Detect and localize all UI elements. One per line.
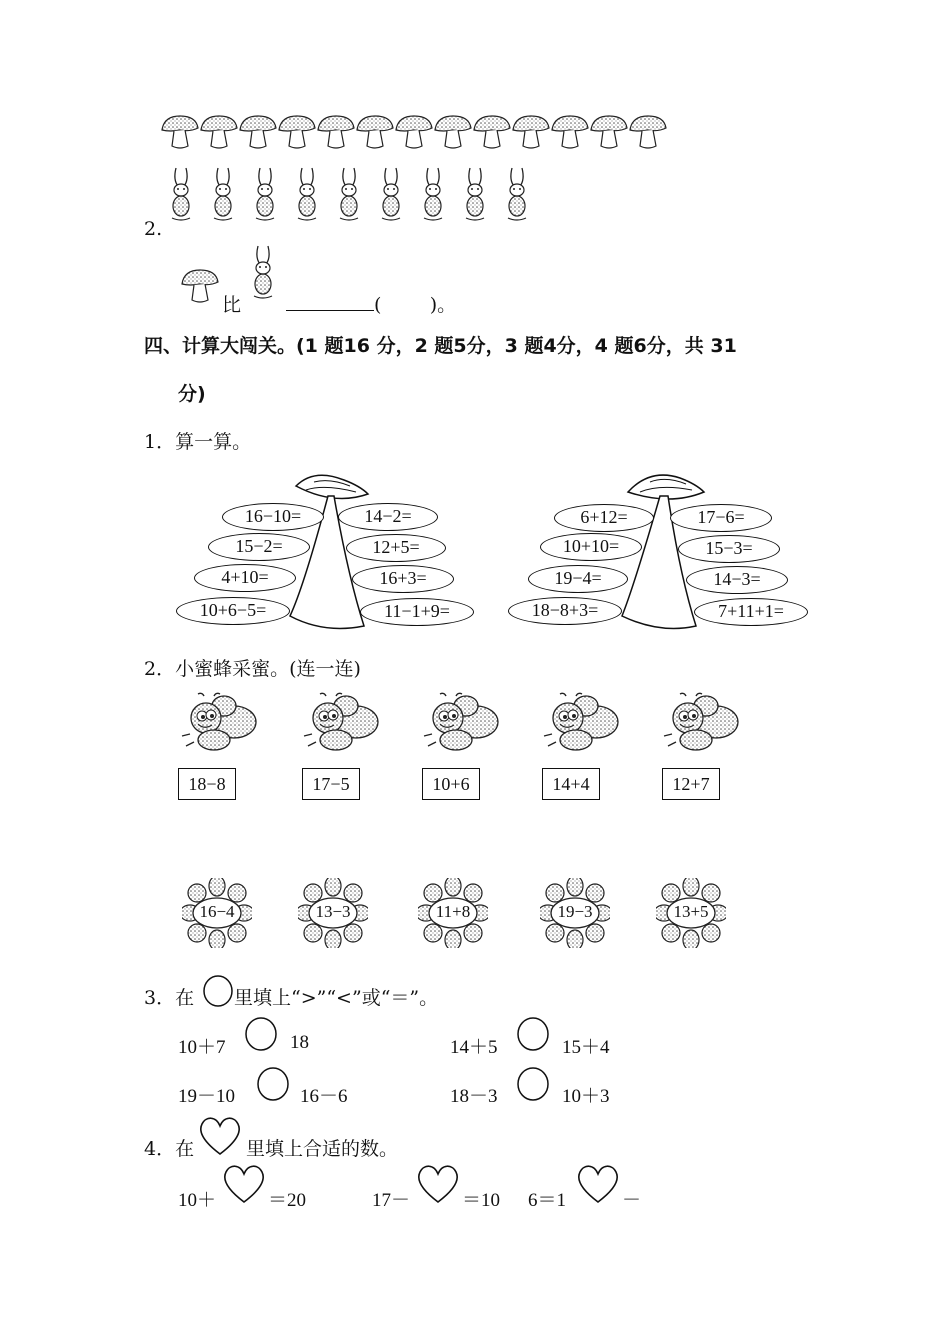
q3-r1-c: 14＋5 <box>450 1037 498 1058</box>
tree1-right-2: 12+5= <box>346 534 446 562</box>
section4-title-cont: 分) <box>178 383 206 405</box>
bee-box-5[interactable]: 12+7 <box>662 768 720 800</box>
rabbit-icon <box>244 244 284 308</box>
bee-icon <box>536 692 626 756</box>
compare-circle[interactable] <box>516 1066 550 1102</box>
q3-r1-b: 18 <box>290 1032 309 1053</box>
tree1-left-2: 15−2= <box>208 533 310 561</box>
tree1-right-4: 11−1+9= <box>360 598 474 626</box>
answer-blank[interactable] <box>286 292 374 311</box>
heart-blank[interactable] <box>576 1162 622 1206</box>
bee-icon <box>656 692 746 756</box>
flower-label-3[interactable]: 11+8 <box>435 902 471 921</box>
tree2-right-1: 17−6= <box>670 504 772 532</box>
tree1-left-4: 10+6−5= <box>176 597 290 625</box>
q3-r2-b: 16－6 <box>300 1086 348 1107</box>
heart-icon <box>198 1114 244 1158</box>
tree2-left-4: 18−8+3= <box>508 597 622 625</box>
tree2-left-3: 19−4= <box>528 565 628 593</box>
q3-r1-a: 10＋7 <box>178 1037 226 1058</box>
bee-icon <box>174 692 264 756</box>
q4-2-pre: 17－ <box>372 1190 411 1211</box>
q4-3-post: － <box>622 1190 642 1211</box>
mushroom-row <box>160 114 680 156</box>
bee-box-1[interactable]: 18−8 <box>178 768 236 800</box>
q4-3-pre: 6＝1 <box>528 1190 567 1211</box>
q3-r2-c: 18－3 <box>450 1086 498 1107</box>
tree1-right-1: 14−2= <box>338 503 438 531</box>
compare-circle[interactable] <box>244 1016 278 1052</box>
q3-label-pre: 3．在 <box>144 987 195 1009</box>
heart-blank[interactable] <box>416 1162 462 1206</box>
compare-word: 比 <box>222 294 242 316</box>
tree2-right-3: 14−3= <box>686 566 788 594</box>
tree2-right-4: 7+11+1= <box>694 598 808 626</box>
bee-box-3[interactable]: 10+6 <box>422 768 480 800</box>
flower-label-4[interactable]: 19−3 <box>557 902 593 921</box>
heart-blank[interactable] <box>222 1162 268 1206</box>
flower-label-2[interactable]: 13−3 <box>315 902 351 921</box>
tree1-left-1: 16−10= <box>222 503 324 531</box>
q3-label-post: 里填上“>”“<”或“＝”。 <box>234 987 439 1009</box>
tree1-left-3: 4+10= <box>194 564 296 592</box>
compare-circle[interactable] <box>516 1016 550 1052</box>
flower-label-5[interactable]: 13+5 <box>673 902 709 921</box>
answer-paren: ( )。 <box>374 294 457 316</box>
q4-1-post: ＝20 <box>268 1190 307 1211</box>
tree1-right-3: 16+3= <box>352 565 454 593</box>
q2-label: 2．小蜜蜂采蜜。(连一连) <box>144 658 361 680</box>
compare-circle[interactable] <box>256 1066 290 1102</box>
q4-1-pre: 10＋ <box>178 1190 217 1211</box>
bee-icon <box>416 692 506 756</box>
bee-box-4[interactable]: 14+4 <box>542 768 600 800</box>
section4-title: 四、计算大闯关。(1 题16 分，2 题5分，3 题4分，4 题6分，共 31 <box>144 335 737 357</box>
q3-r2-d: 10＋3 <box>562 1086 610 1107</box>
bee-box-2[interactable]: 17−5 <box>302 768 360 800</box>
q3-2-number: 2. <box>144 218 163 240</box>
q1-label: 1．算一算。 <box>144 431 252 453</box>
rabbit-row <box>162 166 562 230</box>
flower-label-1[interactable]: 16−4 <box>199 902 235 921</box>
tree2-left-2: 10+10= <box>540 533 642 561</box>
mushroom-icon <box>180 268 222 308</box>
tree2-left-1: 6+12= <box>554 504 654 532</box>
circle-icon <box>202 974 234 1008</box>
q4-2-post: ＝10 <box>462 1190 501 1211</box>
q4-label-pre: 4．在 <box>144 1138 195 1160</box>
bee-icon <box>296 692 386 756</box>
q3-r1-d: 15＋4 <box>562 1037 610 1058</box>
q4-label-post: 里填上合适的数。 <box>246 1138 399 1160</box>
tree2-right-2: 15−3= <box>678 535 780 563</box>
q3-r2-a: 19－10 <box>178 1086 236 1107</box>
